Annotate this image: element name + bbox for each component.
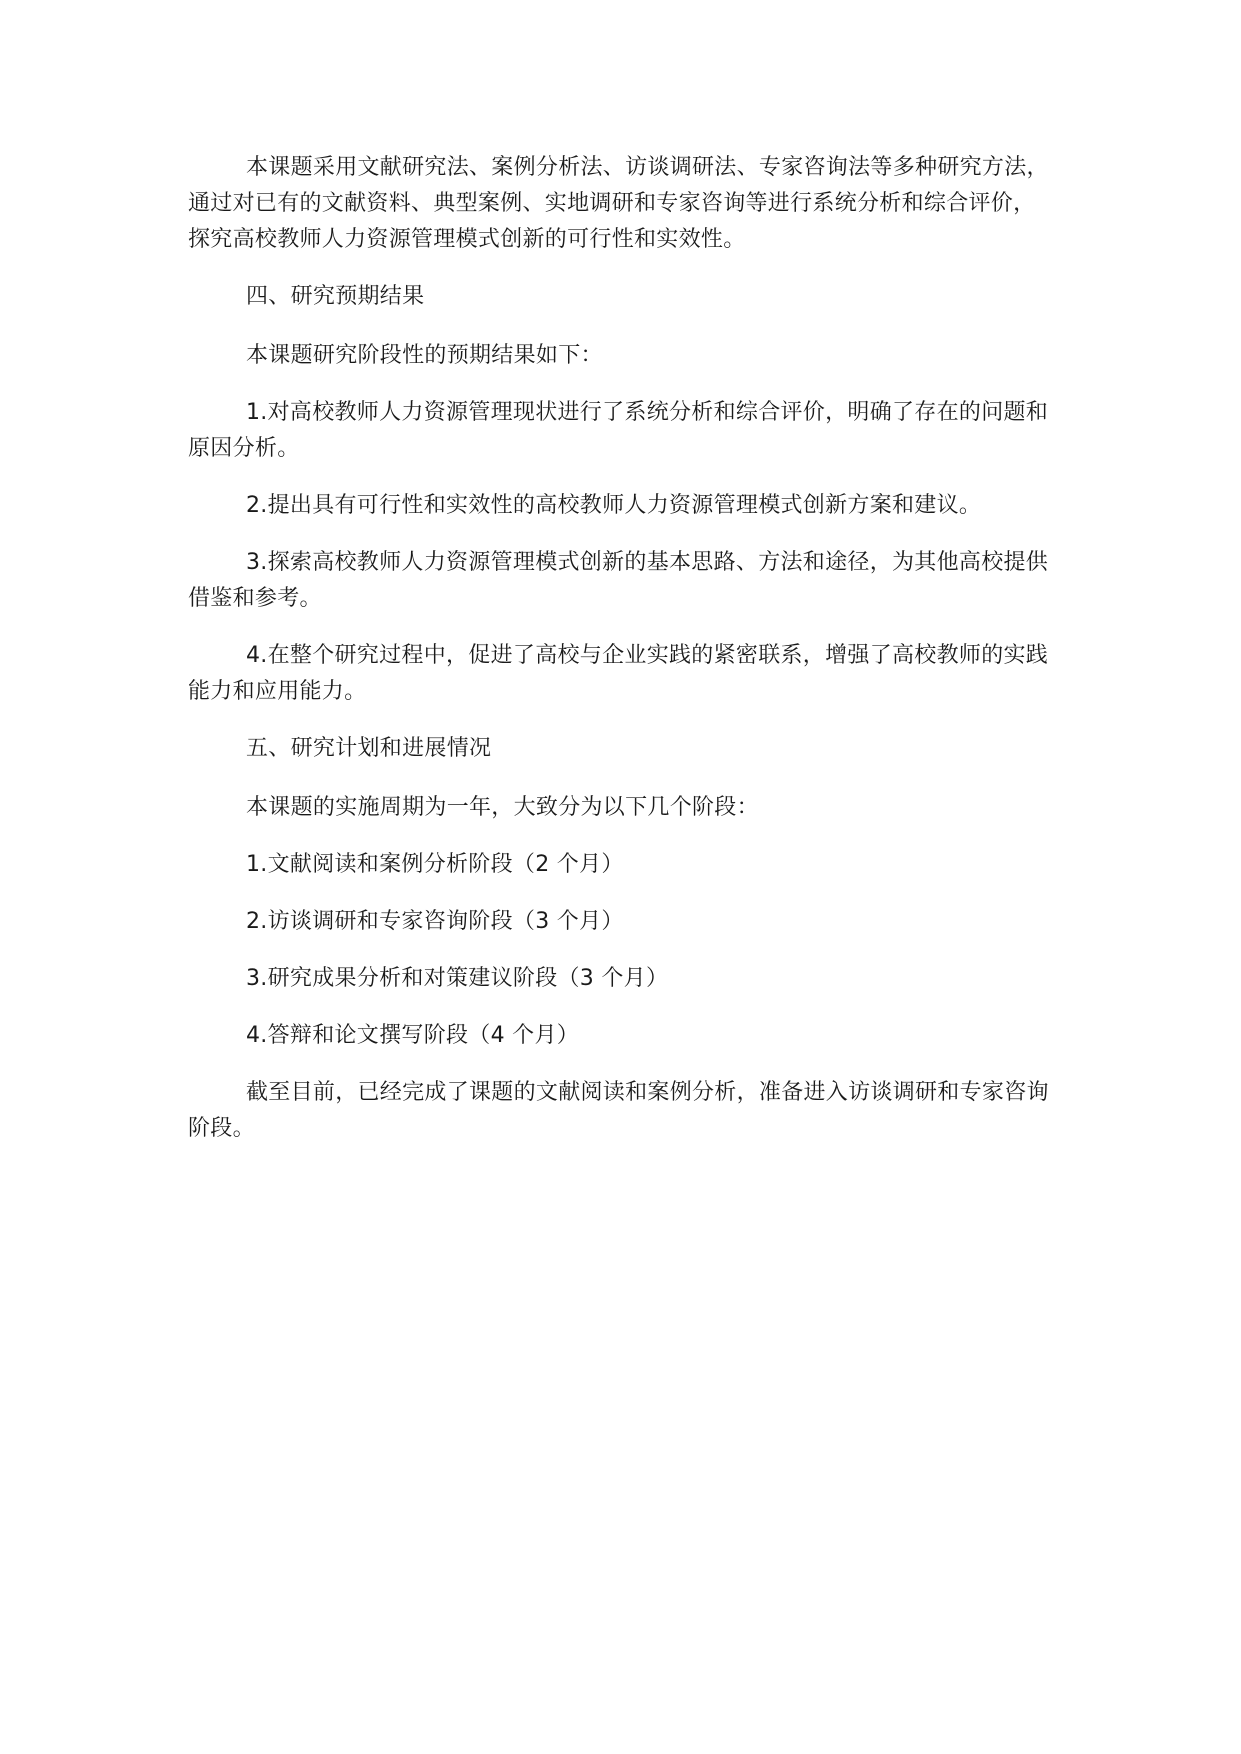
list-item-result-2: 2.提出具有可行性和实效性的高校教师人力资源管理模式创新方案和建议。 [246, 493, 982, 518]
list-item-stage-2: 2.访谈调研和专家咨询阶段（3 个月） [246, 909, 624, 934]
list-item-stage-4: 4.答辩和论文撰写阶段（4 个月） [246, 1023, 580, 1048]
list-item-stage-1: 1.文献阅读和案例分析阶段（2 个月） [246, 852, 624, 877]
paragraph-progress-status: 截至目前，已经完成了课题的文献阅读和案例分析，准备进入访谈调研和专家咨询阶段。 [188, 1080, 1049, 1141]
heading-research-plan: 五、研究计划和进展情况 [246, 736, 492, 761]
list-item-stage-3: 3.研究成果分析和对策建议阶段（3 个月） [246, 966, 669, 991]
paragraph-plan-intro: 本课题的实施周期为一年，大致分为以下几个阶段： [246, 795, 759, 820]
paragraph-research-methods: 本课题采用文献研究法、案例分析法、访谈调研法、专家咨询法等多种研究方法，通过对已有的文献资料、典型案例、实地调研和专家咨询等进行系统分析和综合评价，探究高校教师人力资源管理模式创新的可行性和实效性。 [188, 155, 1049, 252]
list-item-result-1: 1.对高校教师人力资源管理现状进行了系统分析和综合评价，明确了存在的问题和原因分析。 [188, 400, 1049, 461]
document-page [188, 150, 1054, 1168]
heading-expected-results: 四、研究预期结果 [246, 284, 425, 309]
list-item-result-4: 4.在整个研究过程中，促进了高校与企业实践的紧密联系，增强了高校教师的实践能力和应用能力。 [188, 643, 1049, 704]
paragraph-expected-results-intro: 本课题研究阶段性的预期结果如下： [246, 343, 603, 368]
list-item-result-3: 3.探索高校教师人力资源管理模式创新的基本思路、方法和途径，为其他高校提供借鉴和参考。 [188, 550, 1049, 611]
